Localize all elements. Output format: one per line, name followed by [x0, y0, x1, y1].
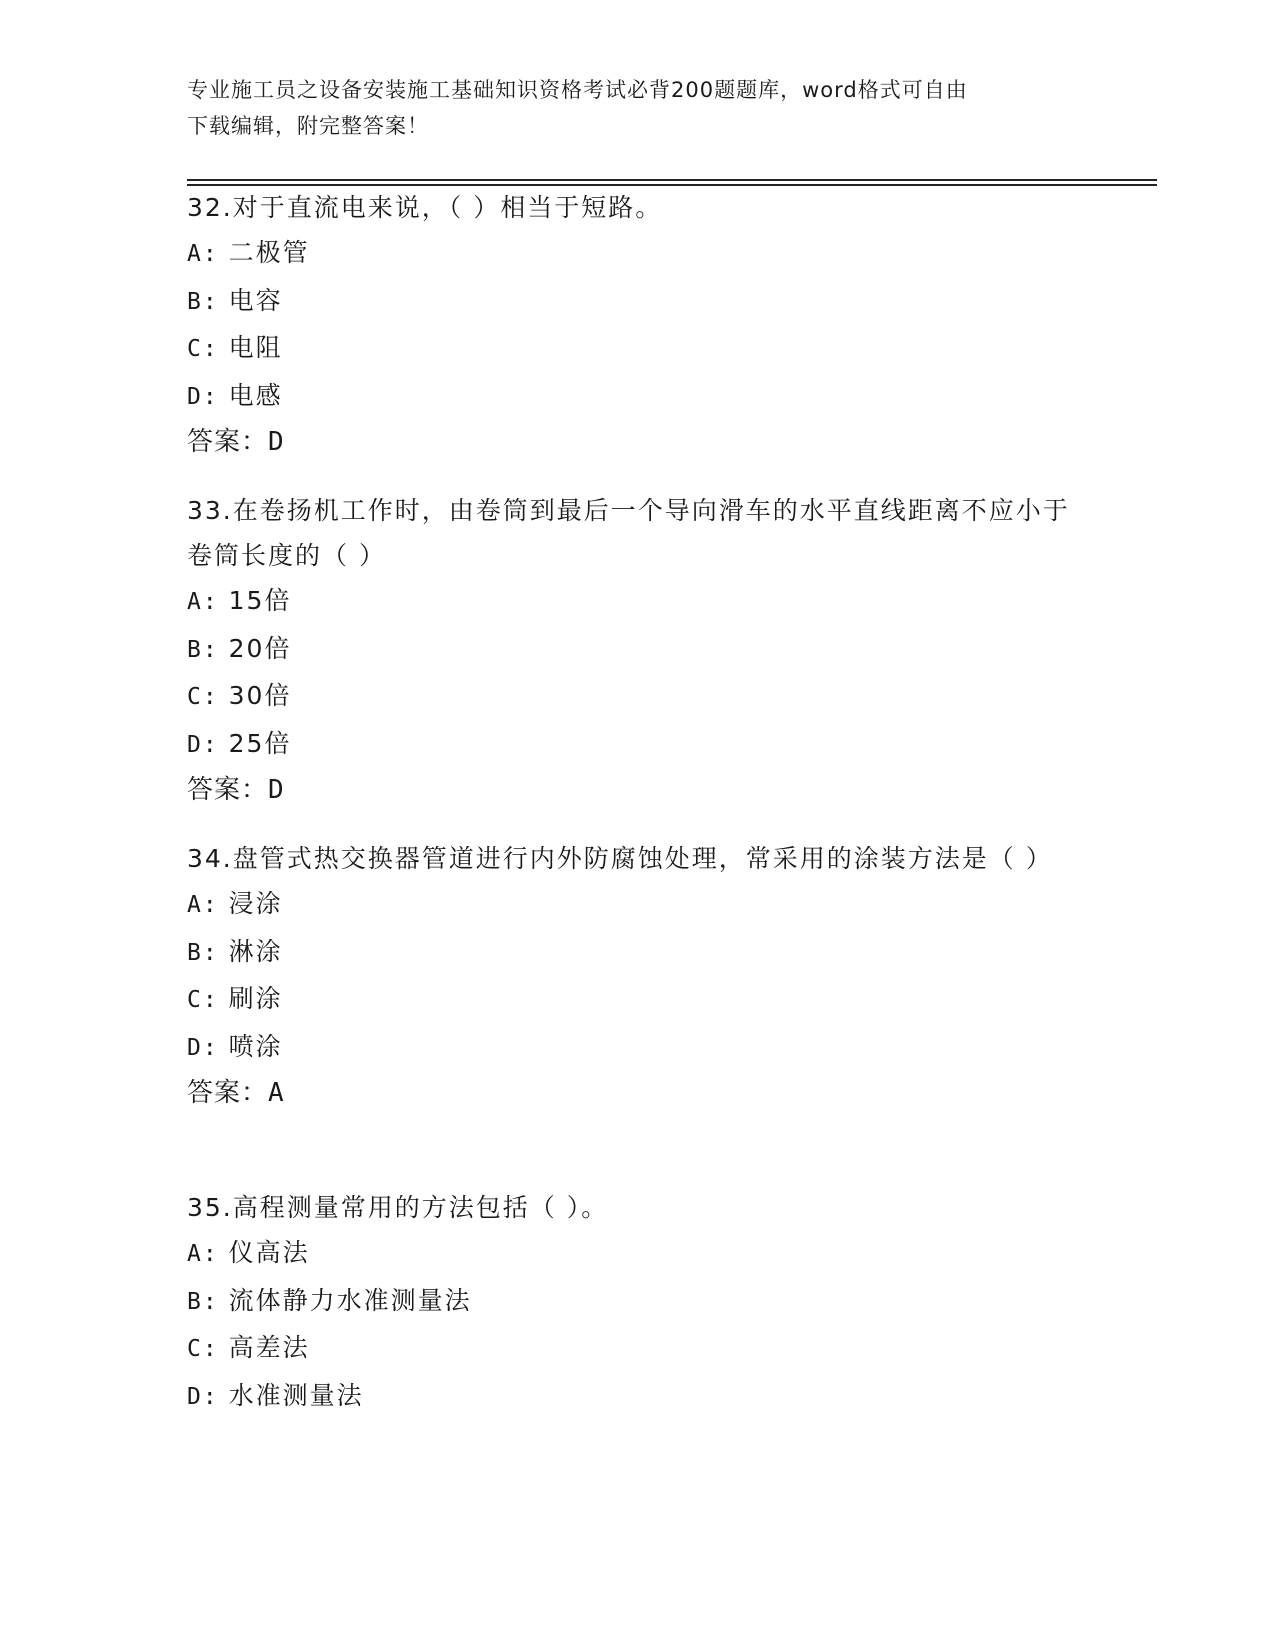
answer-value: A — [268, 1078, 285, 1108]
option-letter: C: — [187, 987, 219, 1013]
option-text: 30倍 — [228, 681, 292, 710]
option-text: 淋涂 — [228, 936, 283, 966]
option-letter: B: — [187, 939, 219, 966]
option-a — [187, 881, 1087, 929]
option-text: 电感 — [228, 380, 283, 410]
option-letter: A: — [187, 892, 219, 918]
option-text: 20倍 — [228, 633, 292, 663]
question-text: 34.盘管式热交换器管道进行内外防腐蚀处理，常采用的涂装方法是（ ） — [187, 844, 1053, 873]
option-text: 25倍 — [228, 728, 292, 758]
answer-line — [187, 768, 1087, 813]
header-line-1: 专业施工员之设备安装施工基础知识资格考试必背200题题库，word格式可自由 — [187, 78, 968, 102]
answer-value: D — [268, 427, 285, 457]
option-letter: D: — [187, 1383, 219, 1410]
option-b — [187, 1278, 1087, 1326]
option-letter: C: — [187, 1336, 219, 1362]
option-a — [187, 1230, 1087, 1278]
option-a — [187, 230, 1087, 278]
answer-label: 答案： — [187, 775, 269, 805]
header-line-2: 下载编辑，附完整答案！ — [187, 114, 429, 138]
option-letter: D: — [187, 731, 219, 758]
option-text: 仪高法 — [228, 1238, 310, 1267]
option-text: 电阻 — [228, 333, 283, 362]
option-text: 电容 — [228, 285, 283, 315]
option-text: 刷涂 — [228, 984, 283, 1013]
answer-value: D — [268, 775, 285, 805]
option-text: 二极管 — [228, 238, 310, 267]
option-text: 高差法 — [228, 1333, 310, 1362]
option-c — [187, 976, 1087, 1024]
option-letter: B: — [187, 288, 219, 315]
option-c — [187, 673, 1087, 721]
option-b — [187, 278, 1087, 326]
option-c — [187, 325, 1087, 373]
answer-line — [187, 420, 1087, 465]
option-letter: C: — [187, 336, 219, 362]
option-text: 15倍 — [228, 586, 292, 615]
option-letter: B: — [187, 1288, 219, 1315]
option-d — [187, 1024, 1087, 1072]
option-c — [187, 1325, 1087, 1373]
question-text: 32.对于直流电来说，（ ）相当于短路。 — [187, 193, 663, 222]
header-divider-top — [187, 179, 1157, 181]
question-34 — [187, 836, 1087, 1116]
option-letter: A: — [187, 1241, 219, 1267]
answer-label: 答案： — [187, 1078, 269, 1108]
question-text: 35.高程测量常用的方法包括（ ）。 — [187, 1193, 609, 1222]
option-b — [187, 929, 1087, 977]
option-text: 浸涂 — [228, 889, 283, 918]
option-text: 流体静力水准测量法 — [228, 1285, 472, 1315]
option-d — [187, 721, 1087, 769]
option-letter: A: — [187, 589, 219, 615]
option-letter: D: — [187, 383, 219, 410]
option-text: 喷涂 — [228, 1031, 283, 1061]
option-b — [187, 626, 1087, 674]
question-35 — [187, 1185, 1087, 1420]
document-header — [187, 72, 1067, 144]
question-text: 33.在卷扬机工作时，由卷筒到最后一个导向滑车的水平直线距离不应小于卷筒长度的（ ） — [187, 496, 1070, 570]
question-33 — [187, 488, 1087, 813]
answer-label: 答案： — [187, 427, 269, 457]
option-letter: B: — [187, 636, 219, 663]
option-letter: A: — [187, 241, 219, 267]
option-d — [187, 373, 1087, 421]
question-32 — [187, 185, 1087, 465]
answer-line — [187, 1071, 1087, 1116]
option-a — [187, 578, 1087, 626]
option-d — [187, 1373, 1087, 1421]
option-letter: C: — [187, 684, 219, 710]
option-letter: D: — [187, 1034, 219, 1061]
option-text: 水准测量法 — [228, 1380, 364, 1410]
